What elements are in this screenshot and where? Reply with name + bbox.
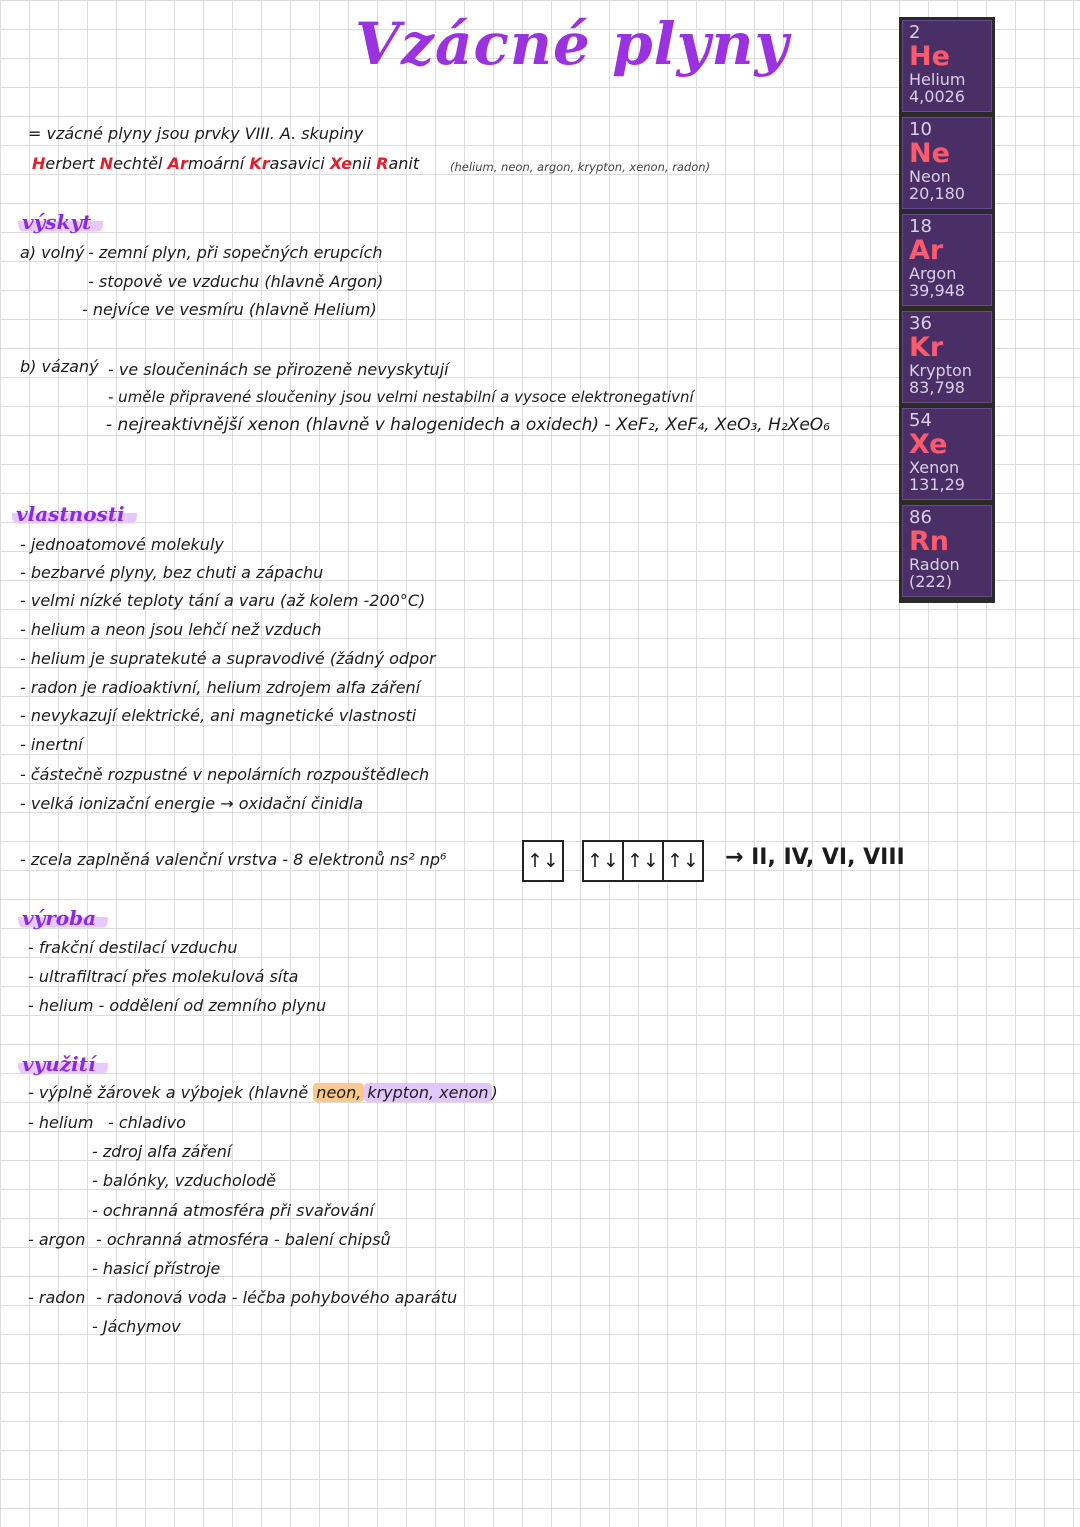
orbital-box-s: ↑↓ — [522, 840, 564, 882]
list-item: - ochranná atmosféra - balení chipsů — [96, 1230, 391, 1249]
element-cell-rn: 86 Rn Radon (222) — [902, 505, 992, 597]
list-item: - helium - oddělení od zemního plynu — [28, 996, 327, 1015]
list-item: - nejreaktivnější xenon (hlavně v halogenidech a oxidech) - XeF₂, XeF₄, XeO₃, H₂XeO₆ — [106, 415, 830, 435]
element-cell-xe: 54 Xe Xenon 131,29 — [902, 408, 992, 500]
list-item: - velmi nízké teploty tání a varu (až kolem -200°C) — [20, 591, 426, 610]
element-cell-he: 2 He Helium 4,0026 — [902, 20, 992, 112]
mnemonic-word: Krasavici — [249, 154, 325, 173]
list-item: - balónky, vzducholodě — [92, 1171, 276, 1190]
mnemonic-word: Herbert — [32, 154, 95, 173]
list-item: - výplně žárovek a výbojek (hlavně neon, krypton, xenon ) — [28, 1083, 498, 1102]
group-label-helium: - helium — [28, 1113, 94, 1132]
list-item: - Jáchymov — [92, 1317, 181, 1336]
highlight-neon: neon, — [313, 1083, 364, 1102]
list-item: - radonová voda - léčba pohybového aparátu — [96, 1288, 458, 1307]
intro-line: = vzácné plyny jsou prvky VIII. A. skupiny — [28, 124, 364, 143]
mnemonic-word: Armoární — [167, 154, 245, 173]
list-item: - zemní plyn, při sopečných erupcích — [88, 243, 383, 262]
mnemonic-word: Nechtěl — [99, 154, 163, 173]
vyskyt-a-label: a) volný — [20, 243, 85, 262]
orbital-box-p: ↑↓ — [662, 840, 704, 882]
group-label-argon: - argon — [28, 1230, 86, 1249]
mnemonic-line — [32, 154, 419, 173]
mnemonic-word: Ranit — [376, 154, 420, 173]
list-item: - stopově ve vzduchu (hlavně Argon) — [88, 272, 384, 291]
section-heading-vyuziti: využití — [18, 1052, 108, 1076]
list-item: - helium a neon jsou lehčí než vzduch — [20, 620, 322, 639]
list-item: - uměle připravené sloučeniny jsou velmi nestabilní a vysoce elektronegativní — [108, 388, 694, 406]
list-item: - frakční destilací vzduchu — [28, 938, 238, 957]
element-cell-ar: 18 Ar Argon 39,948 — [902, 214, 992, 306]
mnemonic-word: Xenii — [329, 154, 372, 173]
highlight-krypton-xenon: krypton, xenon — [364, 1083, 491, 1102]
orbital-box-p: ↑↓ — [582, 840, 624, 882]
element-cell-ne: 10 Ne Neon 20,180 — [902, 117, 992, 209]
vyskyt-b-label: b) vázaný — [20, 357, 99, 376]
page-title: Vzácné plyny — [355, 10, 790, 78]
list-item: - zdroj alfa záření — [92, 1142, 232, 1161]
elements-note: (helium, neon, argon, krypton, xenon, radon) — [450, 160, 711, 174]
list-item: - ve sloučeninách se přirozeně nevyskytují — [108, 360, 449, 379]
orbital-box-p: ↑↓ — [622, 840, 664, 882]
list-item: - nejvíce ve vesmíru (hlavně Helium) — [82, 300, 377, 319]
valence-line: - zcela zaplněná valenční vrstva - 8 elektronů ns² np⁶ — [20, 850, 447, 869]
list-item: - velká ionizační energie → oxidační činidla — [20, 794, 364, 813]
list-item: - ochranná atmosféra při svařování — [92, 1201, 374, 1220]
list-item: - helium je supratekuté a supravodivé (žádný odpor — [20, 649, 436, 668]
list-item: - bezbarvé plyny, bez chuti a zápachu — [20, 563, 324, 582]
section-heading-vlastnosti: vlastnosti — [12, 502, 137, 526]
group-label-radon: - radon — [28, 1288, 86, 1307]
list-item: - nevykazují elektrické, ani magnetické vlastnosti — [20, 706, 417, 725]
list-item: - radon je radioaktivní, helium zdrojem alfa záření — [20, 678, 421, 697]
element-cell-kr: 36 Kr Krypton 83,798 — [902, 311, 992, 403]
periodic-sidebar — [899, 17, 995, 603]
list-item: - hasicí přístroje — [92, 1259, 221, 1278]
list-item: - ultrafiltrací přes molekulová síta — [28, 967, 299, 986]
list-item: - částečně rozpustné v nepolárních rozpouštědlech — [20, 765, 430, 784]
list-item: - chladivo — [108, 1113, 186, 1132]
list-item: - jednoatomové molekuly — [20, 535, 224, 554]
list-item: - inertní — [20, 735, 83, 754]
oxidation-states: → II, IV, VI, VIII — [725, 845, 905, 870]
section-heading-vyskyt: výskyt — [18, 210, 103, 234]
section-heading-vyroba: výroba — [18, 906, 108, 930]
